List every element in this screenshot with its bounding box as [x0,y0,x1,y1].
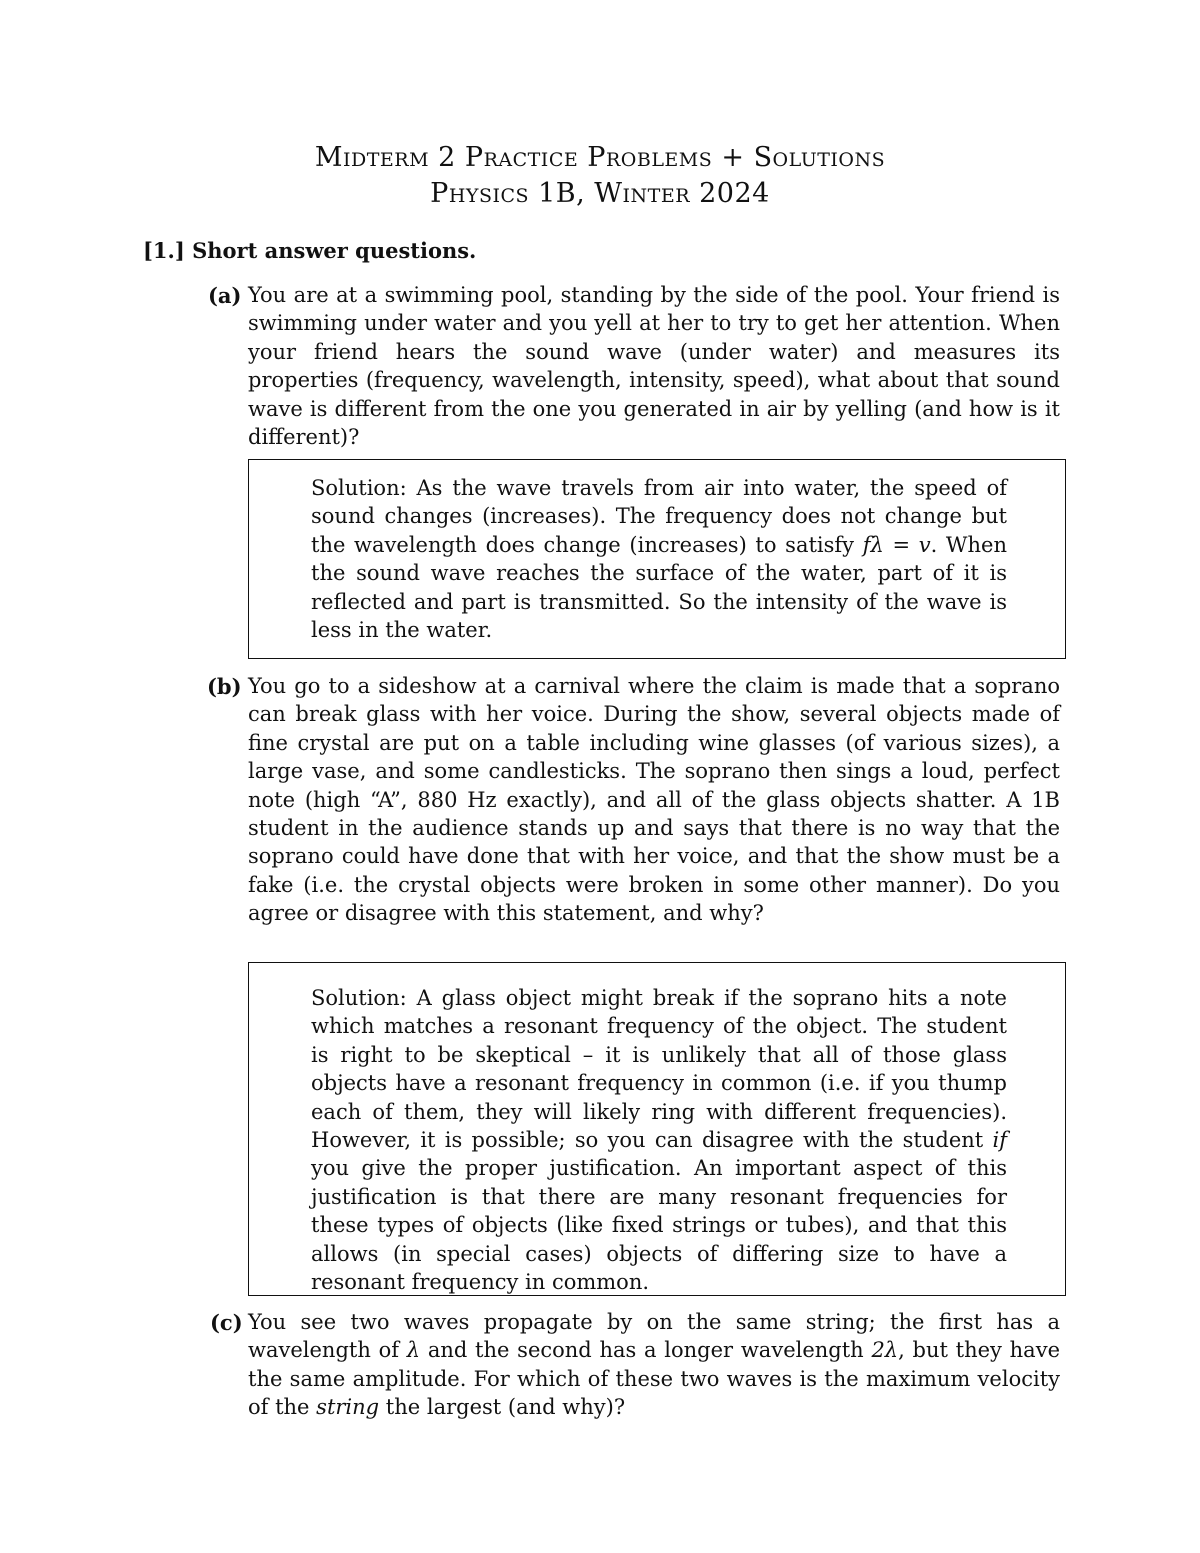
part-c-question-text-4: the largest (and why)? [379,1395,626,1420]
problem-1-heading [143,238,476,263]
part-c-question [248,1308,1060,1422]
part-a-question: You are at a swimming pool, standing by the side of the pool. Your friend is swimming under water and you yell at her to try to get her attention. When your friend hears the sound wave (under water) and measures its properties (frequency, wavelength, intensity, speed), what about that sound wave is different from the one you generated in air by yelling (and how is it different)? [248,283,1060,450]
part-c-wavelength-symbol: λ [406,1338,421,1363]
part-b-solution [311,984,1007,1296]
problem-number: [1.] [143,238,185,263]
part-c-question-text-2: and the second has a longer wavelength [420,1338,872,1363]
part-a-solution-text-end: . When the sound wave reaches the surface of the water, part of it is reflected and part is transmitted. So the intensity of the wave is less in the water. [311,532,1007,643]
problem-title: Short answer questions. [192,238,477,263]
part-c-label: (c) [210,1310,243,1335]
part-b-solution-text: Solution: A glass object might break if the soprano hits a note which matches a resonant frequency of the object. The student is right to be skeptical – it is unlikely that all of those glass objects have a resonant frequency in common (i.e. if you thump each of them, they will likely ring with different frequencies). However, it is possible; so you can disagree with the student [311,986,1007,1153]
part-a-solution-text: Solution: As the wave travels from air into water, the speed of sound changes (increases). The frequency does not change but the wavelength does change (increases) to satisfy [311,476,1007,557]
part-a-solution-equation: fλ = v [862,532,931,557]
part-c-double-wavelength: 2λ [871,1338,899,1363]
part-c-question-text-3: , but they have the same amplitude. For which of these two waves is the maximum velocity of the [248,1338,1060,1420]
part-b-solution-text-end: you give the proper justification. An important aspect of this justification is that there are many resonant frequencies for these types of objects (like fixed strings or tubes), and that this allows (in special cases) objects of differing size to have a resonant frequency in common. [311,1156,1007,1295]
part-a-solution [311,474,1007,644]
part-c-emphasis: string [316,1395,380,1420]
part-b-question: You go to a sideshow at a carnival where the claim is made that a soprano can break glass with her voice. During the show, several objects made of fine crystal are put on a table including wine glasses (of various sizes), a large vase, and some candlesticks. The soprano then sings a loud, perfect note (high “A”, 880 Hz exactly), and all of the glass objects shatter. A 1B student in the audience stands up and says that there is no way that the soprano could have done that with her voice, and that the show must be a fake (i.e. the crystal objects were broken in some other manner). Do you agree or disagree with this statement, and why? [248,674,1060,926]
document-title: Midterm 2 Practice Problems + Solutions [314,142,886,173]
course-subtitle: Physics 1B, Winter 2024 [430,178,770,209]
part-b-solution-box [248,962,1066,1296]
part-a-label: (a) [208,283,242,308]
part-a-solution-box [248,459,1066,659]
part-c-question-text: You see two waves propagate by on the same string; the first has a wavelength of [248,1310,1060,1363]
part-b-solution-emphasis: if [992,1128,1007,1153]
part-b-label: (b) [207,674,242,699]
